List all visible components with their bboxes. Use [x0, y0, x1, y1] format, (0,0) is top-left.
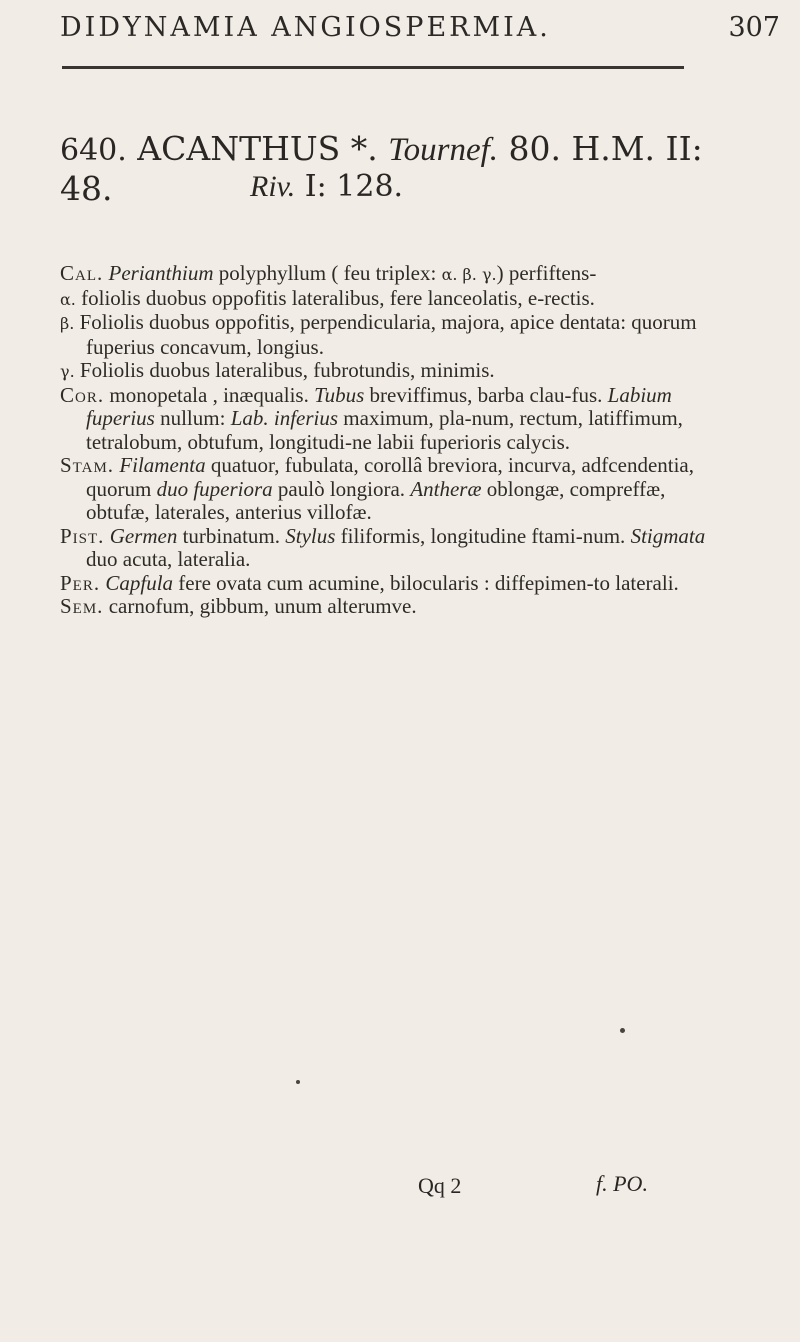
- calyx-text-end: ) perfiftens-: [496, 261, 597, 285]
- calyx-greek: α. β. γ.: [441, 265, 497, 284]
- calyx-text: polyphyllum ( feu triplex:: [218, 261, 437, 285]
- asterisk-mark: *.: [350, 129, 378, 168]
- entry-subreference: [250, 170, 403, 204]
- calyx-paragraph: [60, 262, 730, 287]
- signature-mark: Qq 2: [418, 1173, 462, 1198]
- pistil-term-stylus: Stylus: [285, 523, 336, 548]
- pistil-term-stigmata: Stigmata: [630, 523, 706, 548]
- beta-text: Foliolis duobus oppofitis, perpendicularia, majora, apice dentata: quorum fuperius concavum, longius.: [79, 310, 697, 359]
- corolla-text-c: nullum:: [160, 406, 226, 430]
- reference-citation-2: I: 128.: [304, 169, 404, 204]
- running-head-title: DIDYNAMIA ANGIOSPERMIA.: [60, 12, 551, 43]
- reference-citation: 80. H.M. II: 48.: [60, 129, 703, 208]
- stamen-term-antherae: Antheræ: [410, 476, 482, 501]
- alpha-mark: α.: [60, 289, 76, 309]
- running-head: [60, 12, 780, 43]
- pistil-text-c: duo acuta, lateralia.: [86, 547, 251, 571]
- pistil-label: Pist.: [60, 523, 105, 548]
- stamen-text-b: paulò longiora.: [277, 476, 406, 501]
- pistil-paragraph: [60, 525, 730, 572]
- gamma-paragraph: [60, 359, 730, 384]
- alpha-text: foliolis duobus oppofitis lateralibus, fere lanceolatis, e-rectis.: [81, 285, 595, 310]
- seed-paragraph: [60, 595, 730, 619]
- stamen-label: Stam.: [60, 453, 115, 477]
- corolla-text-d: maximum, pla-num, rectum, latiffimum, tetralobum, obtufum, longitudi-ne labii fuperioris calycis.: [86, 406, 683, 454]
- pericarp-paragraph: [60, 572, 730, 596]
- pistil-text-a: turbinatum.: [182, 523, 280, 548]
- stamen-paragraph: [60, 454, 730, 525]
- stamen-term-superiora: duo fuperiora: [156, 476, 273, 501]
- alpha-paragraph: [60, 287, 730, 312]
- gamma-mark: γ.: [60, 362, 75, 381]
- genus-name: ACANTHUS: [137, 129, 341, 168]
- beta-mark: β.: [60, 314, 75, 333]
- description-body: [60, 262, 730, 619]
- stamen-text-c: oblongæ, compreffæ, obtufæ, laterales, anterius villofæ.: [86, 476, 666, 524]
- beta-paragraph: [60, 311, 730, 359]
- corolla-paragraph: [60, 384, 730, 455]
- page-number: 307: [728, 12, 780, 43]
- gamma-text: Foliolis duobus lateralibus, fubrotundis, minimis.: [79, 358, 495, 382]
- corolla-term-lab-inferius: Lab. inferius: [230, 406, 339, 430]
- corolla-label: Cor.: [60, 382, 105, 407]
- entry-heading: [60, 130, 760, 208]
- corolla-text-b: breviffimus, barba clau-fus.: [369, 382, 603, 407]
- corolla-term-labium: Labium fuperius: [86, 382, 672, 430]
- corolla-text-a: monopetala , inæqualis.: [109, 382, 309, 407]
- entry-number: 640.: [60, 133, 127, 168]
- pistil-text-b: filiformis, longitudine ftami-num.: [340, 523, 626, 548]
- catchword: f. PO.: [596, 1171, 648, 1196]
- stamen-term-filamenta: Filamenta: [119, 453, 206, 477]
- reference-author-2: Riv.: [250, 170, 296, 203]
- reference-author: Tournef.: [388, 132, 499, 168]
- ink-speck: [620, 1028, 625, 1033]
- calyx-label: Cal.: [60, 261, 104, 285]
- seed-text: carnofum, gibbum, unum alterumve.: [108, 594, 417, 618]
- seed-label: Sem.: [60, 594, 104, 618]
- pistil-term-germen: Germen: [109, 523, 178, 548]
- stamen-text-a: quatuor, fubulata, corollâ breviora, incurva, adfcendentia, quorum: [86, 453, 695, 501]
- corolla-term-tubus: Tubus: [314, 382, 365, 407]
- calyx-term: Perianthium: [108, 261, 214, 285]
- header-rule: [62, 66, 684, 69]
- pericarp-text: fere ovata cum acumine, bilocularis : diffepimen-to laterali.: [178, 570, 679, 595]
- ink-speck: [296, 1080, 300, 1084]
- pericarp-label: Per.: [60, 570, 101, 595]
- pericarp-term-capsula: Capfula: [105, 570, 174, 595]
